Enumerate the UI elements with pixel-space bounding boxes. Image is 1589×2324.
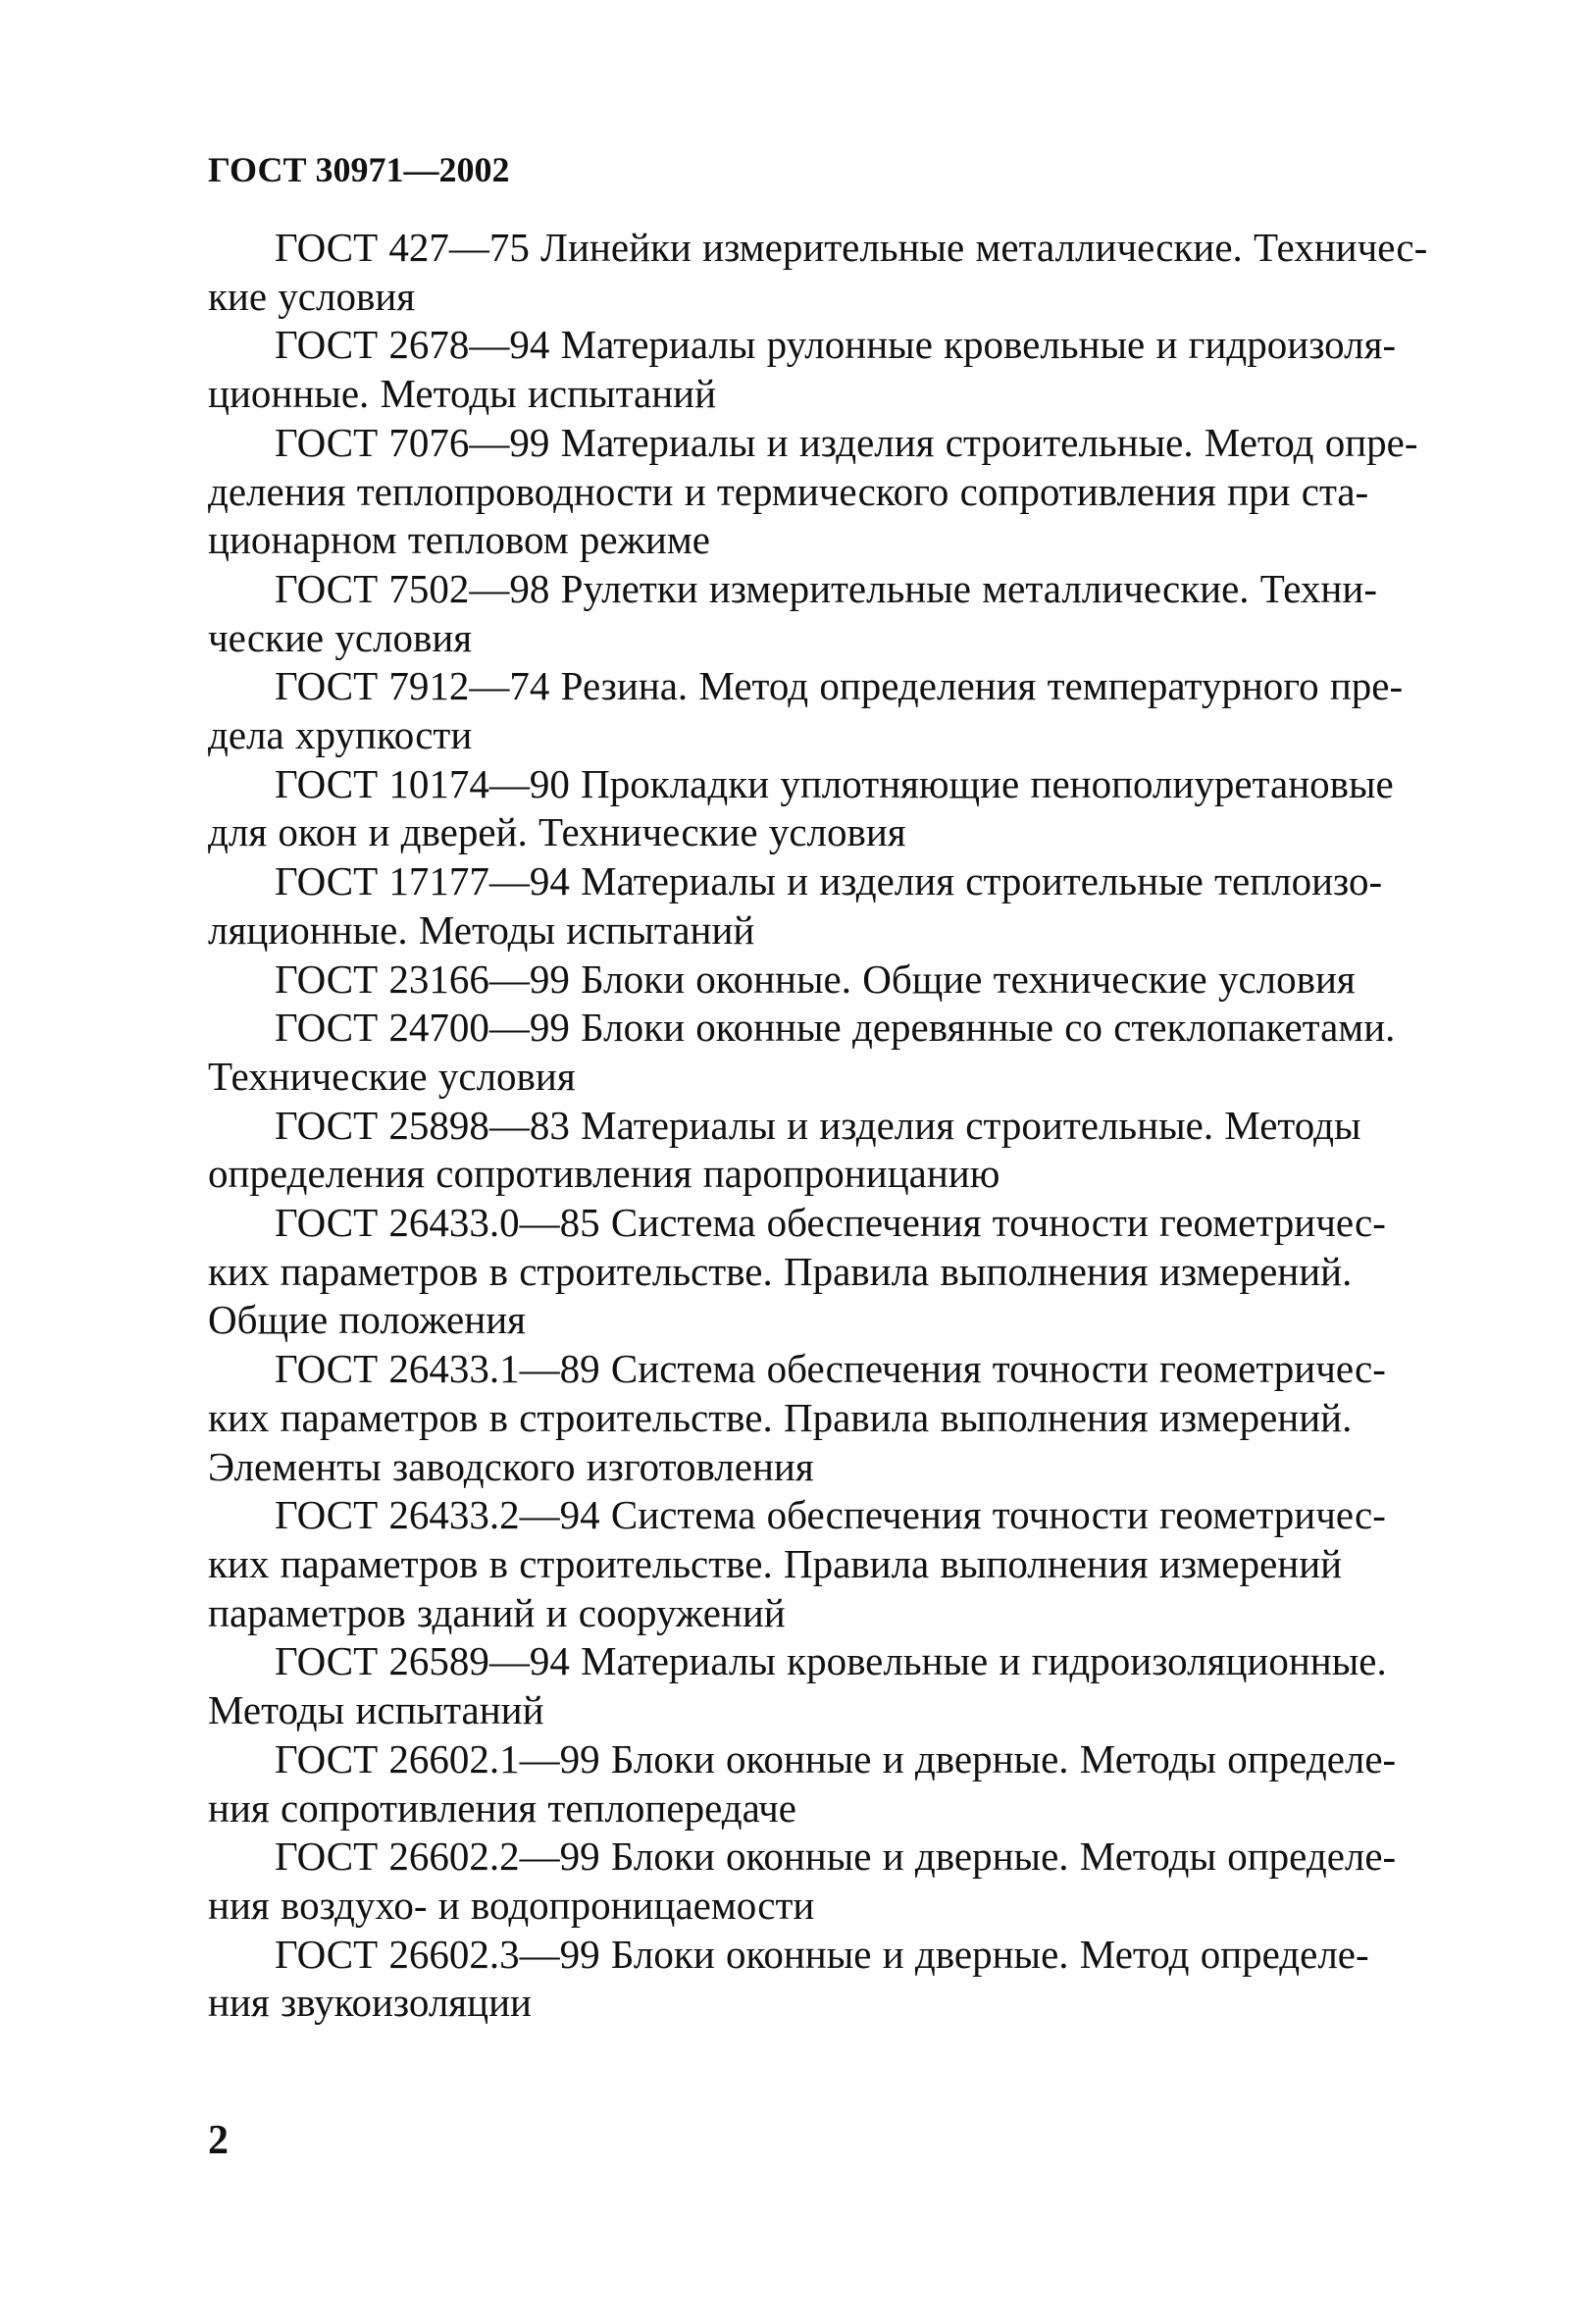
- reference-line: ГОСТ 17177—94 Материалы и изделия строительные теплоизо-: [275, 858, 1383, 904]
- reference-entry: [208, 857, 1550, 955]
- reference-line: ния звукоизоляции: [208, 1980, 532, 2026]
- reference-line: деления теплопроводности и термического сопротивления при ста-: [208, 468, 1369, 514]
- reference-line: ГОСТ 26589—94 Материалы кровельные и гидроизоляционные.: [275, 1638, 1387, 1684]
- reference-line: параметров зданий и сооружений: [208, 1589, 786, 1635]
- reference-line: Общие положения: [208, 1297, 526, 1343]
- reference-line: ГОСТ 26602.1—99 Блоки оконные и дверные. Методы определе-: [275, 1735, 1397, 1782]
- reference-entry: [208, 1491, 1550, 1637]
- reference-entry: [208, 321, 1550, 418]
- reference-entry: [208, 224, 1550, 321]
- reference-line: ких параметров в строительстве. Правила выполнения измерений.: [208, 1248, 1353, 1294]
- reference-line: ГОСТ 26433.0—85 Система обеспечения точности геометричес-: [275, 1200, 1386, 1246]
- reference-entry: [208, 1199, 1550, 1345]
- reference-line: ляционные. Методы испытаний: [208, 906, 755, 953]
- reference-entry: [208, 1102, 1550, 1199]
- reference-line: кие условия: [208, 273, 416, 319]
- reference-entry: [208, 1637, 1550, 1734]
- reference-line: ГОСТ 26433.2—94 Система обеспечения точности геометричес-: [275, 1492, 1386, 1538]
- reference-entry: [208, 1931, 1550, 2028]
- reference-line: ГОСТ 7502—98 Рулетки измерительные металлические. Техни-: [275, 565, 1377, 611]
- reference-line: ГОСТ 26602.3—99 Блоки оконные и дверные. Метод определе-: [275, 1931, 1369, 1977]
- normative-references-list: [208, 224, 1550, 2028]
- reference-line: ГОСТ 7912—74 Резина. Метод определения температурного пре-: [275, 663, 1404, 709]
- reference-line: ческие условия: [208, 614, 473, 660]
- reference-line: Элементы заводского изготовления: [208, 1443, 814, 1489]
- reference-line: ГОСТ 26602.2—99 Блоки оконные и дверные. Методы определе-: [275, 1833, 1397, 1880]
- reference-line: ГОСТ 25898—83 Материалы и изделия строительные. Методы: [275, 1102, 1361, 1148]
- reference-entry: [208, 955, 1550, 1005]
- reference-entry: [208, 1345, 1550, 1491]
- reference-line: Технические условия: [208, 1053, 576, 1099]
- reference-line: ГОСТ 10174—90 Прокладки уплотняющие пенополиуретановые: [275, 760, 1394, 806]
- page-header-standard-number: ГОСТ 30971—2002: [208, 150, 510, 189]
- reference-entry: [208, 760, 1550, 857]
- reference-entry: [208, 419, 1550, 565]
- reference-line: ких параметров в строительстве. Правила выполнения измерений: [208, 1540, 1343, 1586]
- reference-line: ГОСТ 2678—94 Материалы рулонные кровельные и гидроизоля-: [275, 322, 1397, 368]
- reference-line: ГОСТ 23166—99 Блоки оконные. Общие технические условия: [275, 955, 1356, 1002]
- reference-entry: [208, 1735, 1550, 1833]
- reference-entry: [208, 1004, 1550, 1101]
- reference-line: ГОСТ 7076—99 Материалы и изделия строительные. Метод опре-: [275, 419, 1418, 465]
- reference-line: для окон и дверей. Технические условия: [208, 809, 906, 855]
- reference-line: ких параметров в строительстве. Правила выполнения измерений.: [208, 1394, 1353, 1440]
- reference-line: дела хрупкости: [208, 712, 473, 758]
- reference-entry: [208, 565, 1550, 662]
- reference-line: ния сопротивления теплопередаче: [208, 1784, 796, 1831]
- reference-line: ГОСТ 24700—99 Блоки оконные деревянные со стеклопакетами.: [275, 1005, 1396, 1051]
- page-number: 2: [208, 2118, 229, 2163]
- reference-entry: [208, 662, 1550, 759]
- reference-line: ционные. Методы испытаний: [208, 371, 717, 417]
- reference-line: ния воздухо- и водопроницаемости: [208, 1882, 815, 1928]
- reference-entry: [208, 1833, 1550, 1930]
- reference-line: Методы испытаний: [208, 1687, 544, 1733]
- reference-line: определения сопротивления паропроницанию: [208, 1151, 1000, 1197]
- reference-line: ГОСТ 26433.1—89 Система обеспечения точности геометричес-: [275, 1346, 1386, 1392]
- reference-line: ГОСТ 427—75 Линейки измерительные металлические. Техничес-: [275, 225, 1428, 270]
- reference-line: ционарном тепловом режиме: [208, 517, 710, 563]
